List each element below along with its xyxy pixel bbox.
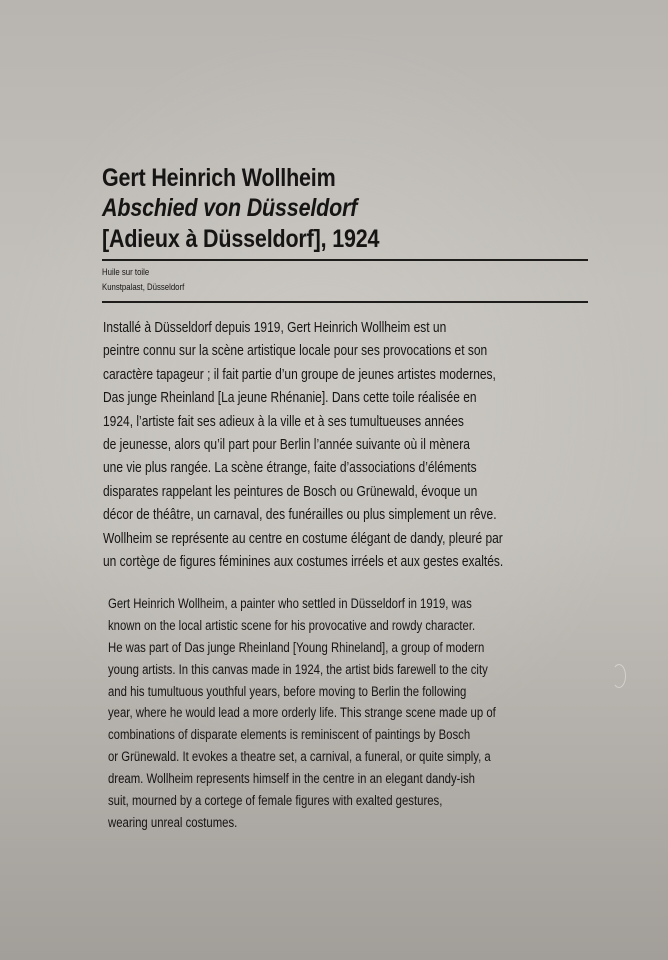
work-title-text: Abschied von Düsseldorf [102, 194, 358, 222]
text-line-content: disparates rappelant les peintures de Bosch ou Grünewald, évoque un [103, 482, 478, 500]
artist-name [102, 163, 374, 193]
text-line [108, 725, 668, 747]
text-line-content: suit, mourned by a cortege of female figures with exalted gestures, [108, 793, 443, 810]
text-line [108, 769, 668, 791]
text-line-content: He was part of Das junge Rheinland [Young Rhineland], a group of modern [108, 639, 485, 656]
artist-name-text: Gert Heinrich Wollheim [102, 164, 336, 192]
text-line [103, 503, 668, 526]
work-title-translation-year-text: [Adieux à Düsseldorf], 1924 [102, 225, 380, 253]
text-line-content: Installé à Düsseldorf depuis 1919, Gert Heinrich Wollheim est un [103, 319, 447, 336]
text-line-content: and his tumultuous youthful years, before moving to Berlin the following [108, 683, 467, 700]
text-line-content: une vie plus rangée. La scène étrange, faite d’associations d’éléments [103, 459, 477, 477]
work-title-translation-year [102, 224, 424, 254]
description-french [103, 316, 668, 573]
description-english [108, 594, 668, 835]
text-line-content: known on the local artistic scene for his provocative and rowdy character. [108, 617, 476, 634]
text-line [103, 433, 668, 456]
collection [102, 282, 202, 294]
text-line [103, 363, 668, 386]
medium [102, 267, 160, 279]
text-line-content: peintre connu sur la scène artistique locale pour ses provocations et son [103, 342, 488, 360]
text-line-content: un cortège de figures féminines aux costumes irréels et aux gestes exaltés. [103, 552, 504, 570]
text-line [108, 638, 668, 660]
work-title [102, 193, 399, 223]
text-line-content: 1924, l’artiste fait ses adieux à la ville et à ses tumultueuses années [103, 412, 464, 430]
text-line-content: décor de théâtre, un carnaval, des funérailles ou plus simplement un rêve. [103, 506, 497, 524]
text-line-content: dream. Wollheim represents himself in the centre in an elegant dandy-ish [108, 771, 475, 788]
text-line [108, 813, 668, 835]
text-line-content: Wollheim se représente au centre en costume élégant de dandy, pleuré par [103, 529, 503, 547]
text-line [108, 682, 668, 704]
text-line [103, 410, 668, 433]
text-line [108, 703, 668, 725]
text-line-content: young artists. In this canvas made in 1924, the artist bids farewell to the city [108, 661, 488, 678]
text-line-content: caractère tapageur ; il fait partie d’un groupe de jeunes artistes modernes, [103, 365, 496, 383]
text-line [108, 660, 668, 682]
text-line [108, 594, 668, 616]
text-line-content: year, where he would lead a more orderly life. This strange scene made up of [108, 705, 496, 722]
medium-text: Huile sur toile [102, 267, 150, 278]
text-line [103, 339, 668, 362]
text-line [108, 616, 668, 638]
divider-bottom [102, 301, 588, 303]
wall-scuff-mark [612, 664, 626, 688]
text-line [108, 747, 668, 769]
text-line [108, 791, 668, 813]
text-line-content: wearing unreal costumes. [108, 814, 238, 831]
text-line [103, 456, 668, 479]
collection-text: Kunstpalast, Düsseldorf [102, 282, 185, 293]
text-line-content: combinations of disparate elements is reminiscent of paintings by Bosch [108, 727, 471, 744]
text-line [103, 527, 668, 550]
divider-top [102, 259, 588, 261]
text-line [103, 386, 668, 409]
text-line [103, 480, 668, 503]
text-line-content: Gert Heinrich Wollheim, a painter who settled in Düsseldorf in 1919, was [108, 596, 472, 612]
text-line-content: Das junge Rheinland [La jeune Rhénanie]. Dans cette toile réalisée en [103, 389, 477, 407]
text-line-content: or Grünewald. It evokes a theatre set, a carnival, a funeral, or quite simply, a [108, 749, 491, 766]
text-line [103, 316, 668, 339]
text-line [103, 550, 668, 573]
text-line-content: de jeunesse, alors qu’il part pour Berlin l’année suivante où il mènera [103, 435, 470, 453]
